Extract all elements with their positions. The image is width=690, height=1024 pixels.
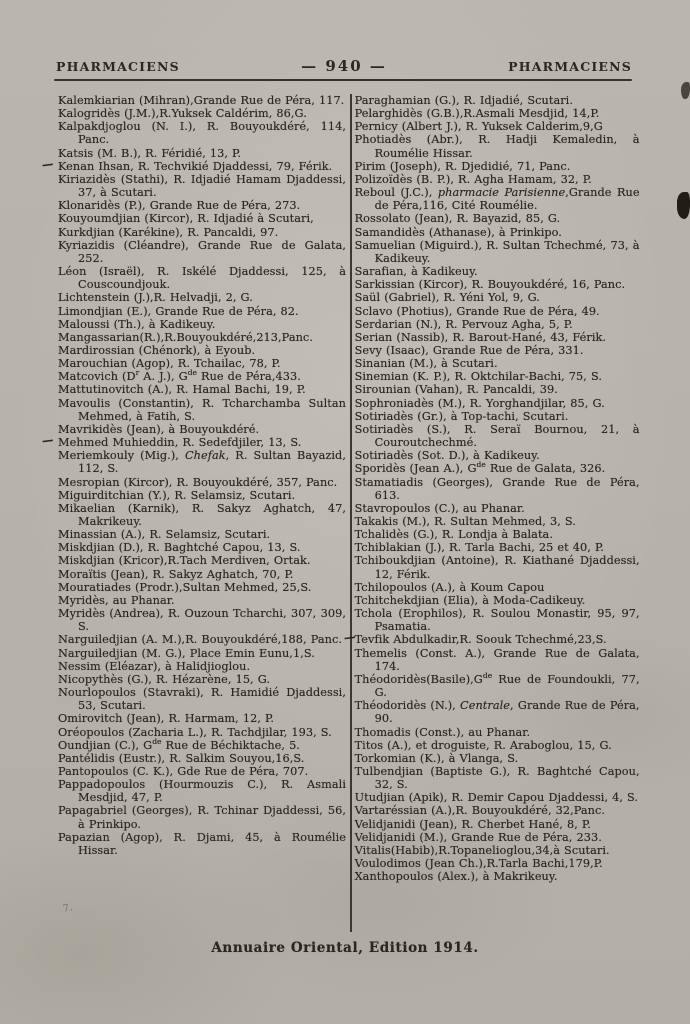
directory-entry: Narguiledjian (A. M.),R. Bouyoukdéré,188, Panc. (58, 633, 342, 647)
directory-entry: Papagabriel (Georges), R. Tchinar Djaddessi, 56, à Prinkipo. (58, 804, 346, 831)
directory-entry: Sophroniadès (M.), R. Yorghandjilar, 85, G. (354, 396, 605, 410)
directory-entry: Photiadès (Abr.), R. Hadji Kemaledin, à Roumélie Hissar. (354, 133, 640, 160)
directory-entry: Kalemkiarian (Mihran),Grande Rue de Péra, 117. (58, 94, 345, 107)
directory-entry: Mavrikidès (Jean), à Bouyoukdéré. (58, 422, 260, 436)
directory-entry: Stavropoulos (C.), au Phanar. (354, 501, 525, 515)
directory-entry: Saül (Gabriel), R. Yéni Yol, 9, G. (354, 291, 540, 305)
page-header (56, 57, 632, 75)
directory-entry: Polizoïdès (B. P.), R. Agha Hamam, 32, P. (354, 172, 592, 186)
directory-entry: Kalpakdjoglou (N. I.), R. Bouyoukdéré, 114, Panc. (58, 120, 346, 147)
directory-entry: Mesropian (Kircor), R. Bouyoukdéré, 357, Panc. (58, 475, 338, 489)
directory-entry: Kouyoumdjian (Kircor), R. Idjadié à Scutari, (58, 212, 314, 226)
directory-entry: Tulbendjian (Baptiste G.), R. Baghtché Capou, 32, S. (354, 764, 640, 792)
directory-entry: Mangassarian(R.),R.Bouyoukdéré,213,Panc. (58, 330, 313, 344)
header-left-title: PHARMACIENS (56, 59, 180, 74)
directory-entry: Reboul (J.C.), pharmacie Parisienne,Grande Rue de Péra,116, Cité Roumélie. (354, 186, 640, 213)
directory-entry: Miskdjian (D.), R. Baghtché Capou, 13, S. (58, 541, 301, 555)
directory-entry: Matcovich ($D^r$ A. J.), $G^{de}$ Rue de Péra,433. (58, 368, 301, 384)
directory-entry: Lichtenstein (J.),R. Helvadji, 2, G. (58, 291, 253, 305)
directory-entry: Vitalis(Habib),R.Topanelioglou,34,à Scutari. (354, 843, 610, 857)
directory-entry: Rossolato (Jean), R. Bayazid, 85, G. (354, 212, 561, 226)
directory-entry: Velidjanidi (M.), Grande Rue de Péra, 233. (354, 830, 602, 844)
directory-entry: Sclavo (Photius), Grande Rue de Péra, 49. (354, 304, 600, 318)
marginal-dash-mark: — (41, 432, 55, 448)
directory-entry: — Mehmed Muhieddin, R. Sedefdjiler, 13, S. (41, 432, 302, 450)
ink-blot (677, 192, 690, 219)
directory-entry: Voulodimos (Jean Ch.),R.Tarla Bachi,179,P. (354, 857, 603, 871)
directory-entry: Vartaréssian (A.),R. Bouyoukdéré, 32,Panc. (354, 804, 606, 818)
directory-entry: Mavoulis (Constantin), R. Tcharchamba Sultan Mehmed, à Fatih, S. (58, 396, 346, 423)
directory-entry: Sinemian (K. P.), R. Oktchilar-Bachi, 75, S. (354, 370, 602, 384)
directory-entry: Sotiriadès (Sot. D.), à Kadikeuy. (354, 449, 540, 463)
directory-entry: Sporidès (Jean A.), $G^{de}$ Rue de Galata, 326. (354, 460, 606, 476)
page-footer: Annuaire Oriental, Edition 1914. (211, 940, 479, 956)
directory-entry: Nicopythès (G.), R. Hézarène, 15, G. (58, 672, 271, 686)
directory-entry: Sotiriadès (Gr.), à Top-tachi, Scutari. (354, 409, 569, 423)
directory-entry: Serian (Nassib), R. Barout-Hané, 43, Férik. (354, 330, 607, 344)
directory-entry: Sirounian (Vahan), R. Pancaldi, 39. (354, 383, 558, 397)
directory-entry: Omirovitch (Jean), R. Harmam, 12, P. (58, 712, 275, 726)
directory-entry: Paraghamian (G.), R. Idjadié, Scutari. (354, 94, 573, 107)
column-divider (350, 94, 352, 932)
directory-entry: Tchiblakian (J.), R. Tarla Bachi, 25 et 40, P. (354, 541, 604, 555)
directory-entry: Mouratiades (Prodr.),Sultan Mehmed, 25,S. (58, 580, 312, 594)
directory-entry: Kiriazidès (Stathi), R. Idjadié Hamam Djaddessi, 37, à Scutari. (58, 172, 346, 200)
directory-entry: Kurkdjian (Karékine), R. Pancaldi, 97. (58, 225, 279, 239)
header-rule (54, 79, 632, 81)
directory-entry: Meriemkouly (Mig.), Chefak, R. Sultan Bayazid, 112, S. (58, 449, 346, 476)
directory-entry: Kalogridès (J.M.),R.Yuksek Caldérim, 86,G. (58, 107, 307, 121)
directory-entry: Samandidès (Athanase), à Prinkipo. (354, 225, 562, 239)
directory-entry: Pantélidis (Eustr.), R. Salkim Souyou,16,S. (58, 751, 305, 765)
directory-entry: Katsis (M. B.), R. Féridié, 13, P. (58, 146, 242, 160)
directory-entry: Utudjian (Apik), R. Demir Capou Djaddessi, 4, S. (354, 791, 639, 805)
directory-entry: Léon (Israël), R. Iskélé Djaddessi, 125, à Couscoundjouk. (58, 265, 346, 292)
directory-entry: Miskdjian (Kricor),R.Tach Merdiven, Ortak. (58, 554, 311, 568)
directory-entry: — Tevfik Abdulkadir,R. Soouk Tchechmé,23,S. (342, 629, 607, 647)
left-column (41, 94, 346, 932)
marginal-dash-mark: — (342, 629, 356, 646)
directory-entry: Themelis (Const. A.), Grande Rue de Galata, 174. (354, 646, 640, 673)
directory-entry: Oundjian (C.), $G^{de}$ Rue de Béchiktache, 5. (58, 736, 300, 752)
pencil-margin-note: 7. (61, 902, 74, 915)
directory-entry: — Kenan Ihsan, R. Techvikié Djaddessi, 79, Férik. (41, 156, 333, 173)
directory-entry: Sarkissian (Kircor), R. Bouyoukdéré, 16, Panc. (354, 278, 626, 292)
directory-entry: Xanthopoulos (Alex.), à Makrikeuy. (354, 870, 558, 884)
marginal-dash-mark: — (41, 156, 55, 172)
directory-entry: Tchalidès (G.), R. Londja à Balata. (354, 528, 553, 542)
directory-entry: Samuelian (Miguird.), R. Sultan Tchechmé, 73, à Kadikeuy. (354, 238, 640, 265)
directory-entry: Tchitchekdjian (Elia), à Moda-Cadikeuy. (354, 593, 586, 607)
directory-entry: Serdarian (N.), R. Pervouz Agha, 5, P. (354, 317, 573, 331)
directory-entry: $Théodoridès(Basile),G^{de}$ Rue de Foundoukli, 77, G. (354, 671, 640, 700)
directory-entry: Velidjanidi (Jean), R. Cherbet Hané, 8, P. (354, 817, 591, 831)
directory-entry: Pelarghidès (G.B.),R.Asmali Mesdjid, 14,P. (354, 107, 600, 121)
right-column (342, 94, 640, 932)
directory-entry: Sarafian, à Kadikeuy. (354, 265, 478, 279)
directory-entry: Marouchian (Agop), R. Tchailac, 78, P. (58, 357, 281, 371)
ink-blot (681, 82, 690, 99)
directory-entry: Tchiboukdjian (Antoine), R. Kiathané Djaddessi, 12, Férik. (354, 554, 640, 581)
directory-entry: Klonaridès (P.), Grande Rue de Péra, 273. (58, 199, 301, 213)
directory-entry: Pappadopoulos (Hourmouzis C.), R. Asmali Mesdjid, 47, P. (58, 778, 346, 805)
header-right-title: PHARMACIENS (508, 59, 632, 74)
directory-entry: Limondjian (E.), Grande Rue de Péra, 82. (58, 304, 299, 318)
directory-entry: Minassian (A.), R. Selamsiz, Scutari. (58, 528, 271, 542)
directory-entry: Maloussi (Th.), à Kadikeuy. (58, 317, 216, 331)
directory-entry: Tchilopoulos (A.), à Koum Capou (354, 580, 545, 594)
directory-entry: Miguirditchian (Y.), R. Selamsiz, Scutari. (58, 488, 296, 502)
directory-entry: Nessim (Eléazar), à Halidjioglou. (58, 659, 251, 673)
page-number: — 940 — (301, 57, 387, 75)
directory-entry: Stamatiadis (Georges), Grande Rue de Péra, 613. (354, 475, 640, 502)
directory-entry: Moraïtis (Jean), R. Sakyz Aghatch, 70, P. (58, 567, 294, 581)
directory-entry: Mattutinovitch (A.), R. Hamal Bachi, 19, P. (58, 383, 306, 397)
directory-entry: Myridès, au Phanar. (58, 593, 175, 607)
directory-entry: Tchola (Erophilos), R. Soulou Monastir, 95, 97, Psamatia. (354, 607, 640, 634)
directory-entry: Mikaelian (Karnik), R. Sakyz Aghatch, 47, Makrikeuy. (58, 501, 346, 528)
directory-entry: Sinanian (M.), à Scutari. (354, 357, 498, 371)
directory-content (41, 94, 640, 932)
directory-entry: Narguiledjian (M. G.), Place Emin Eunu,1,S. (58, 646, 315, 660)
directory-entry: Pirim (Joseph), R. Djedidié, 71, Panc. (354, 159, 571, 173)
directory-entry: Mardirossian (Chénork), à Eyoub. (58, 343, 256, 357)
directory-entry: Sotiriadès (S.), R. Seraï Bournou, 21, à Couroutchechmé. (354, 422, 640, 450)
directory-entry: Torkomian (K.), à Vlanga, S. (354, 751, 519, 765)
directory-entry: Pernicy (Albert J.), R. Yuksek Calderim,9,G (354, 120, 603, 134)
directory-entry: Thomadis (Const.), au Phanar. (354, 725, 531, 739)
directory-entry: Sevy (Isaac), Grande Rue de Péra, 331. (354, 343, 584, 357)
directory-entry: Théodoridès (N.), Centrale, Grande Rue de Péra, 90. (354, 699, 640, 726)
directory-entry: Myridès (Andrea), R. Ouzoun Tcharchi, 307, 309, S. (58, 607, 346, 634)
directory-entry: Nourlopoulos (Stavraki), R. Hamidié Djaddessi, 53, Scutari. (58, 686, 346, 713)
directory-entry: Papazian (Agop), R. Djami, 45, à Roumélie Hissar. (58, 830, 346, 857)
directory-entry: Titos (A.), et droguiste, R. Araboglou, 15, G. (354, 738, 612, 752)
directory-entry: Takakis (M.), R. Sultan Mehmed, 3, S. (354, 515, 576, 528)
directory-entry: Kyriazidis (Cléandre), Grande Rue de Galata, 252. (58, 238, 346, 265)
directory-entry: Pantopoulos (C. K.), Gde Rue de Péra, 707. (58, 764, 309, 778)
directory-entry: Oréopoulos (Zacharia L.), R. Tachdjilar, 193, S. (58, 725, 332, 739)
